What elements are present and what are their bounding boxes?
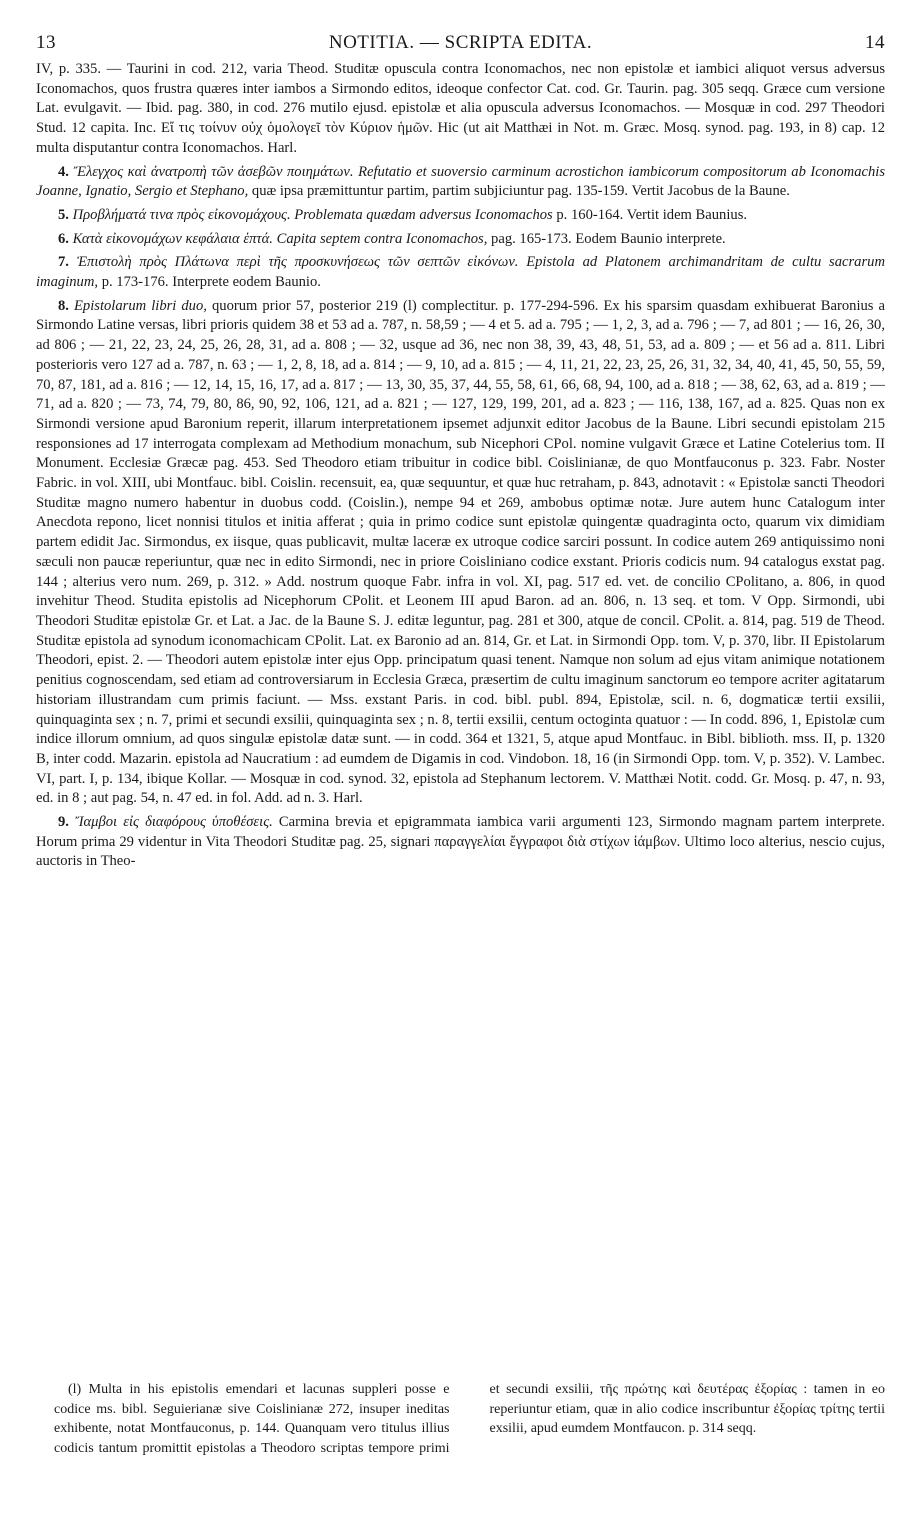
greek-title: Ἴαμβοι εἰς διαφόρους ὑποθέσεις. [75,814,273,831]
running-title: NOTITIA. — SCRIPTA EDITA. [328,32,593,53]
entry-number: 7. [58,254,69,271]
entry-text: quæ ipsa præmittuntur partim, partim subjiciuntur pag. 135-159. Vertit Jacobus de la Baune. [251,183,790,200]
latin-title: Capita septem contra Iconomachos, [276,230,488,247]
latin-title: Epistola ad Platonem archimandritam de cultu sacrarum imaginum, [36,254,885,291]
page-header [36,32,885,58]
continuation-paragraph: IV, p. 335. — Taurini in cod. 212, varia Theod. Studitæ opuscula contra Iconomachos, nec non epistolæ et iambici aliquot versus adversus Iconomachos, quos frustra quæres inter iambos a Sirmondo editos, ideoque confector Cat. cod. Gr. Taurin. pag. 305 seqq. Græce cum versione Lat. evulgavit. — Ibid. pag. 380, in cod. 276 mutilo ejusd. epistolæ et alia opuscula adversus Iconomachos. — Mosquæ in cod. 297 Theodori Stud. 12 capita. Inc. Εἴ τις τοίνυν οὐχ ὁμολογεῖ τὸν Κύριον ἡμῶν. Hic (ut ait Matthæi in Not. m. Græc. Mosq. synod. pag. 193, in 8) cap. 12 multa disputantur contra Iconomachos. Harl. [36,61,885,156]
entry-7 [36,253,885,292]
greek-title: Κατὰ εἰκονομάχων κεφάλαια ἑπτά. [72,230,273,247]
entry-6 [36,230,885,250]
entry-number: 4. [58,163,69,180]
footnote-l: (l) Multa in his epistolis emendari et lacunas suppleri posse e codice ms. bibl. Seguierianæ sive Coislinianæ 272, insuper ineditas exhibente, notat Montfauconus, p. 144. Quanquam vero titulus illius codicis tantum promittit epistolas a Theodoro scriptas tempore primi et secundi exsilii, τῆς πρώτης καὶ δευτέρας ἐξορίας : tamen in eo reperiuntur etiam, quæ in alio codice inscribuntur ἐξορίας τρίτης tertii exsilii, apud eumdem Montfaucon. p. 314 seqq. [54,1382,885,1456]
entry-4 [36,163,885,202]
page-number-left: 13 [36,32,56,53]
latin-title: Epistolarum libri duo, [74,297,207,314]
entry-text: pag. 165-173. Eodem Baunio interprete. [491,230,726,247]
entry-text: p. 173-176. Interprete eodem Baunio. [101,274,321,291]
entry-number: 5. [58,206,69,223]
footnotes [54,1380,885,1510]
entry-number: 6. [58,230,69,247]
main-text [36,60,885,1360]
entry-9 [36,813,885,872]
greek-title: Προβλήματά τινα πρὸς εἰκονομάχους. [72,206,291,223]
entry-text: Carmina brevia et epigrammata iambica varii argumenti 123, Sirmondo magnam partem interprete. Horum prima 29 videntur in Vita Theodori Studitæ pag. 25, signari παραγγελίαι ἔγγραφοι διὰ στίχων ἰάμβων. Ultimo loco alterius, nescio cujus, auctoris in Theo- [36,814,885,870]
entry-text: quorum prior 57, posterior 219 (l) complectitur. p. 177-294-596. Ex his sparsim quasdam exhibuerat Baronius a Sirmondo Latine versas, libri prioris quidem 38 et 53 ad a. 787, n. 58,59 ; — 4 et 5. ad a. 795 ; — 1, 2, 3, ad a. 796 ; — 7, ad 801 ; — 16, 26, 30, ad 806 ; — 21, 22, 23, 24, 25, 26, 28, 31, ad a. 808 ; — 32, usque ad 36, nec non 38, 39, 43, 48, 51, 53, ad a. 809 ; — et 56 ad a. 811. Libri posterioris vero 127 ad a. 787, n. 63 ; — 1, 2, 8, 18, ad a. 814 ; — 9, 10, ad a. 815 ; — 4, 11, 21, 22, 23, 25, 26, 31, 32, 34, 40, 41, 45, 50, 55, 59, 70, 87, 181, ad a. 816 ; — 12, 14, 15, 16, 17, ad a. 817 ; — 13, 30, 35, 37, 44, 55, 58, 61, 66, 68, 94, 100, ad a. 818 ; — 38, 62, 63, ad a. 819 ; — 71, ad a. 820 ; — 73, 74, 79, 80, 86, 90, 92, 106, 121, ad a. 821 ; — 127, 129, 199, 201, ad a. 823 ; — 116, 138, 167, ad a. 825. Quas non ex Sirmondi versione apud Baronium reperit, illarum interpretationem ipsemet adjunxit editor Jacobus de la Baune. Libri secundi epistolam 215 responsiones ad 17 interrogata complexam ad Methodium monachum, sub Nicephori CPol. nomine vulgavit Græce et Latine Cotelerius tom. II Monument. Ecclesiæ Græcæ pag. 453. Sed Theodoro etiam tribuitur in codice bibl. Coislinianæ, de quo Montfauconus p. 323. Fabr. Noster Fabric. in vol. XIII, ubi Montfauc. bibl. Coislin. recensuit, ea, quæ sequuntur, et quæ huc retraham, p. 843, adnotavit : « Epistolæ sancti Theodori Studitæ magno numero habentur in duobus codd. (Coislin.), nempe 94 et 269, ambobus optimæ notæ. Jure autem hunc Catalogum inter Anecdota repono, licet nonnisi titulos et initia afferat ; quia in primo codice sunt epistolæ quingentæ quadraginta octo, quarum vix dimidiam partem edidit Jac. Sirmondus, ex iisque, quas publicavit, multæ laceræ ex utroque codice sarciri possunt. In codice autem 269 antiquissimo noni sæculi non paucæ reperiuntur, quæ nec in edito Sirmondi, nec in priore Coisliniano codice exstant. Prioris codicis num. 94 catalogus exstat pag. 144 ; alterius vero num. 269, p. 312. » Add. nostrum quoque Fabr. infra in vol. XI, pag. 517 ed. vet. de concilio CPolitano, a. 806, in quod invehitur Theod. Studita epistolis ad Nicephorum CPolit. et Leonem III apud Baron. ad an. 806, n. 13 seq. et tom. V Opp. Sirmondi, ubi Theodori Studitæ epistolæ Gr. et Lat. a Jac. de la Baune S. J. editæ leguntur, pag. 281 et 300, atque de concil. CPolit. a. 814, pag. 519 de Theod. Studitæ epistola ad synodum iconomachicam CPolit. Lat. ex Baronio ad an. 814, Gr. et Lat. in Sirmondi Opp. tom. V, p. 370, libr. II Epistolarum Theodori, epist. 2. — Theodori autem epistolæ inter ejus Opp. principatum quasi tenent. Namque non solum ad ejus vitam animique notationem penitius cognoscendam, sed etiam ad controversiarum in Ecclesia Græca, præsertim de cultu imaginum sanctorum eo tempore acriter agitatarum historiam illustrandam cum primis faciunt. — Mss. exstant Paris. in cod. bibl. publ. 894, Epistolæ, scil. n. 6, dogmaticæ tertii exsilii, quinquaginta sex ; n. 7, primi et secundi exsilii, quinquaginta sex ; n. 8, tertii exsilii, centum octoginta quatuor : — In codd. 896, 1, Epistolæ cum indice illorum omnium, ad quos singulæ epistolæ datæ sunt. — in codd. 364 et 1321, 5, atque apud Montfauc. in Bibl. biblioth. mss. II, p. 1320 B, inter codd. Mazarin. epistola ad Naucratium : ad eumdem de Digamis in cod. Vindobon. 18, 16 (in Sirmondi Opp. tom. V, p. 352). V. Lambec. VI, part. I, p. 134, ibique Kollar. — Mosquæ in cod. synod. 32, epistola ad Stephanum lectorem. V. Matthæi Notit. codd. Gr. Mosq. p. 47, n. 93, ed. in 8 ; aut pag. 54, n. 47 ed. in fol. Add. ad n. 3. Harl. [36,297,885,807]
entry-number: 8. [58,297,69,314]
entry-5 [36,206,885,226]
entry-number: 9. [58,814,69,831]
entry-text: p. 160-164. Vertit idem Baunius. [556,206,748,223]
greek-title: Ἐπιστολὴ πρὸς Πλάτωνα περὶ τῆς προσκυνήσεως τῶν σεπτῶν εἰκόνων. [76,254,519,271]
latin-title: Problemata quædam adversus Iconomachos [294,206,553,223]
entry-8 [36,297,885,809]
greek-title: Ἔλεγχος καὶ ἀνατροπὴ τῶν ἀσεβῶν ποιημάτων. [73,163,354,180]
page-number-right: 14 [865,32,885,53]
latin-title: Refutatio et suoversio carminum acrostichon iambicorum compositorum ab Iconomachis Joanne, Ignatio, Sergio et Stephano, [36,163,885,200]
